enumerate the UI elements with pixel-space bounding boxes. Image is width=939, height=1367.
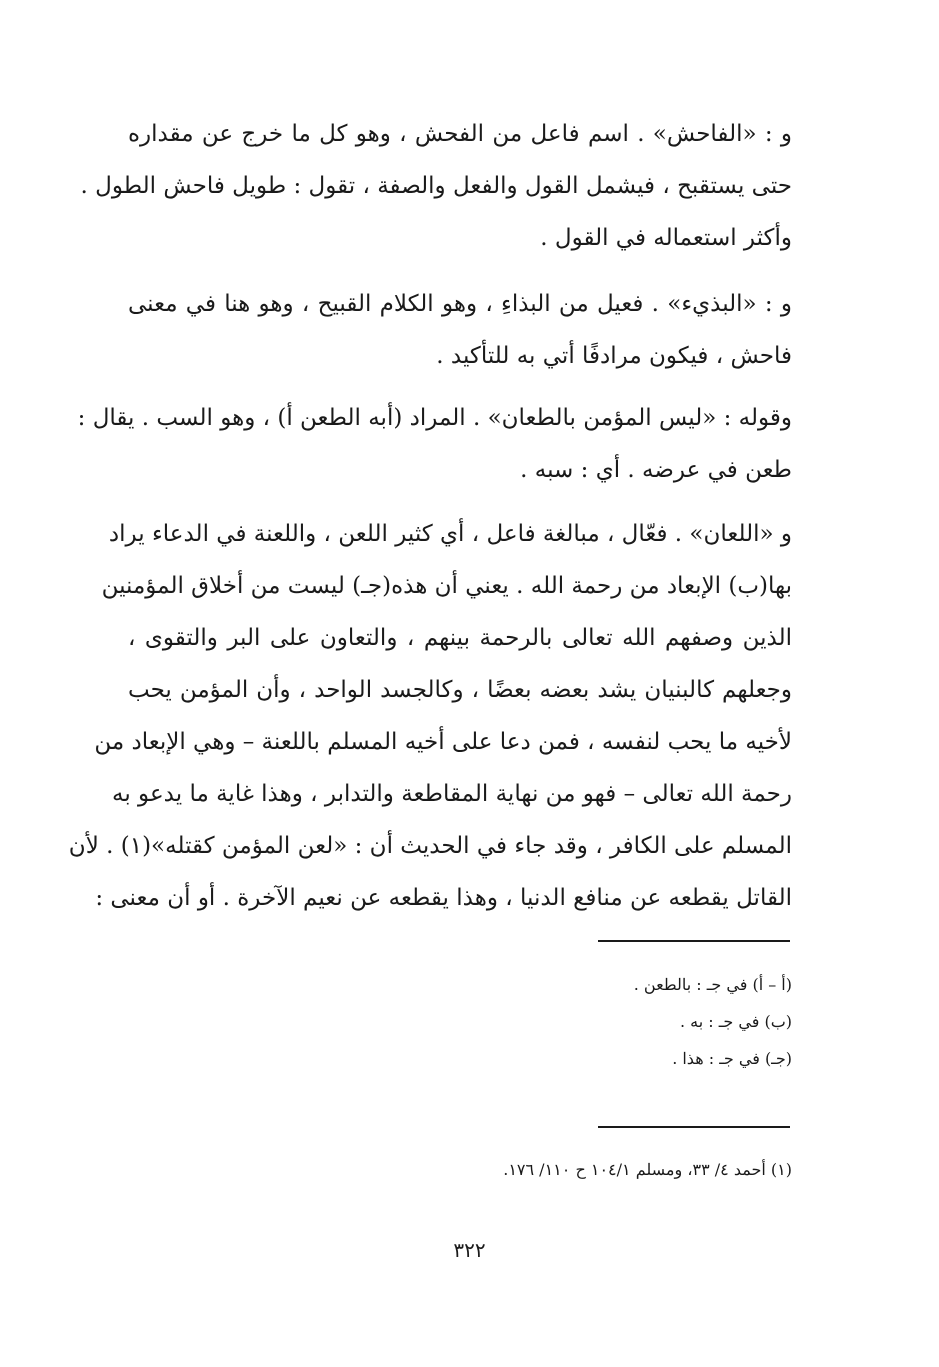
- variant-notes-divider: [598, 940, 790, 942]
- variant-note: (أ – أ) في جـ : بالطعن .: [633, 975, 792, 994]
- text-line: و «اللعان» . فعّال ، مبالغة فاعل ، أي كثير اللعن ، واللعنة في الدعاء يراد: [108, 521, 792, 547]
- text-line: القاتل يقطعه عن منافع الدنيا ، وهذا يقطعه عن نعيم الآخرة . أو أن معنى :: [95, 885, 792, 911]
- text-line: طعن في عرضه . أي : سبه .: [520, 457, 792, 483]
- text-line: و : «الفاحش» . اسم فاعل من الفحش ، وهو كل ما خرج عن مقداره: [128, 121, 792, 147]
- text-line: المسلم على الكافر ، وقد جاء في الحديث أن : «لعن المؤمن كقتله»(١) . لأن: [68, 833, 792, 859]
- text-line: حتى يستقبح ، فيشمل القول والفعل والصفة ، تقول : طويل فاحش الطول .: [80, 173, 792, 199]
- variant-note: (ب) في جـ : به .: [679, 1012, 792, 1031]
- text-line: رحمة الله تعالى – فهو من نهاية المقاطعة والتدابر ، وهذا غاية ما يدعو به: [112, 781, 792, 807]
- text-line: بها(ب) الإبعاد من رحمة الله . يعني أن هذه(جـ) ليست من أخلاق المؤمنين: [101, 573, 792, 599]
- paragraph-fahish: [80, 108, 792, 264]
- paragraph-taan: [77, 392, 792, 496]
- paragraph-badhi: [128, 278, 792, 382]
- text-line: فاحش ، فيكون مرادفًا أتي به للتأكيد .: [436, 343, 792, 369]
- variant-note: (جـ) في جـ : هذا .: [672, 1049, 792, 1068]
- text-line: لأخيه ما يحب لنفسه ، فمن دعا على أخيه المسلم باللعنة – وهي الإبعاد من: [94, 729, 792, 755]
- page-number: ٣٢٢: [453, 1238, 486, 1262]
- text-line: وقوله : «ليس المؤمن بالطعان» . المراد (أبه الطعن أ) ، وهو السب . يقال :: [77, 405, 792, 431]
- text-line: و : «البذيء» . فعيل من البذاءِ ، وهو الكلام القبيح ، وهو هنا في معنى: [128, 291, 792, 317]
- text-line: وجعلهم كالبنيان يشد بعضه بعضًا ، وكالجسد الواحد ، وأن المؤمن يحب: [128, 677, 792, 703]
- paragraph-laan: [68, 508, 792, 924]
- text-line: وأكثر استعماله في القول .: [540, 225, 792, 251]
- text-line: الذين وصفهم الله تعالى بالرحمة بينهم ، والتعاون على البر والتقوى ،: [128, 625, 792, 651]
- footnote: (١) أحمد ٤/ ٣٣، ومسلم ١٠٤/١ ح ١١٠/ ١٧٦.: [503, 1160, 792, 1179]
- footnote-divider: [598, 1126, 790, 1128]
